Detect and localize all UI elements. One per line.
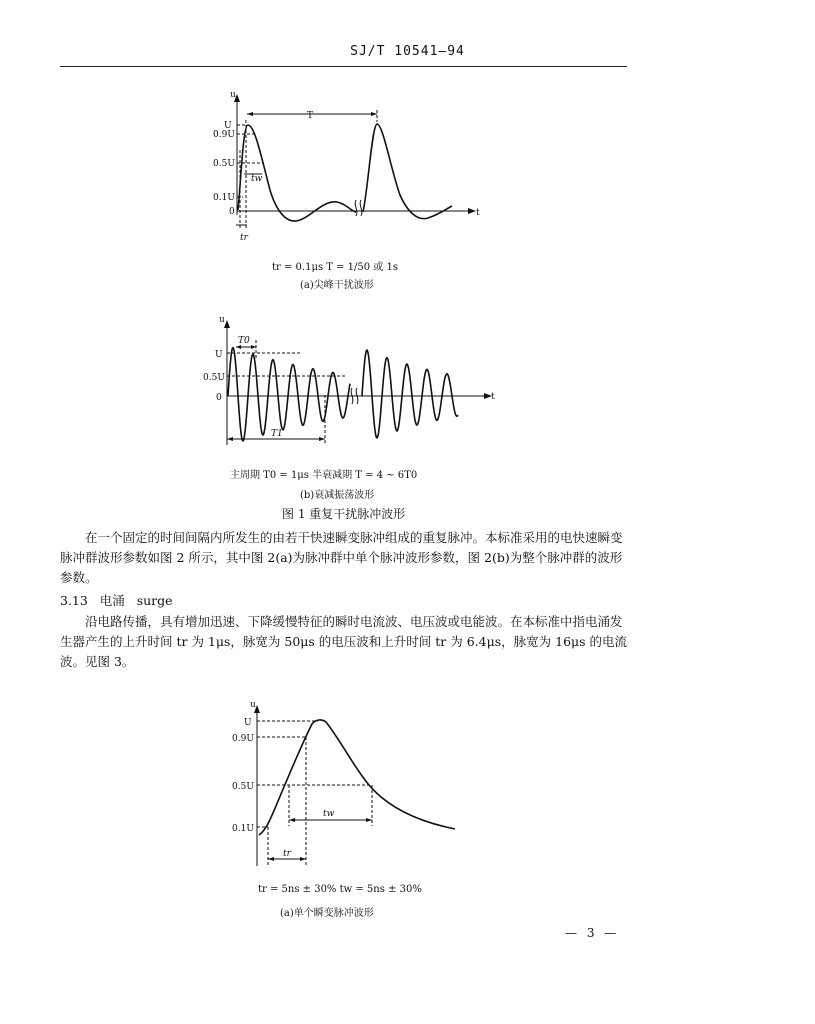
- fig1-title: 图 1 重复干扰脉冲波形: [282, 507, 406, 521]
- fig2a-caption: (a)单个瞬变脉冲波形: [280, 908, 374, 919]
- fig1b-params: 主周期 T0 = 1μs 半衰减期 T = 4 ~ 6T0: [230, 470, 418, 481]
- fig1a-break: [355, 200, 362, 216]
- fig1a-lbl-U: U: [224, 121, 232, 131]
- fig2a-lbl-tr: tr: [283, 849, 291, 859]
- fig1a-params: tr = 0.1μs T = 1/50 或 1s: [272, 262, 398, 273]
- fig1b-lbl-05U: 0.5U: [203, 373, 225, 383]
- fig1b-lbl-T0: T0: [238, 336, 250, 346]
- fig2a-tr-arrow-r: [300, 857, 306, 861]
- fig1a-caption: (a)尖峰干扰波形: [300, 280, 374, 291]
- fig2a-tw-arrow-l: [289, 818, 295, 822]
- fig1a-lbl-01U: 0.1U: [213, 193, 235, 203]
- fig1a-lbl-T: T: [307, 111, 314, 121]
- fig1b-T1-arrow-r: [319, 437, 325, 441]
- fig1a-T-arrow-r: [371, 112, 377, 116]
- paragraph-2-text: 沿电路传播，具有增加迅速、下降缓慢特征的瞬时电流波、电压波或电能波。在本标准中指电涌发生器产生的上升时间 tr 为 1μs，脉宽为 50μs 的电压波和上升时间 tr 为 6.4μs，脉宽为 16μs 的电流波。见图 3。: [60, 614, 628, 669]
- fig1a-lbl-0: 0: [229, 207, 235, 217]
- fig2a-lbl-09U: 0.9U: [232, 734, 254, 744]
- fig2a-tw-arrow-r: [366, 818, 372, 822]
- paragraph-2: [60, 612, 630, 672]
- fig1a-axis-y: u: [230, 90, 236, 100]
- fig1a-lbl-tr: tr: [240, 233, 248, 243]
- fig1b-caption: (b)衰减振荡波形: [300, 490, 375, 501]
- section-english: surge: [136, 593, 173, 608]
- page-number: — 3 —: [565, 926, 620, 940]
- fig2a-tr-arrow-l: [268, 857, 274, 861]
- section-3-13: [60, 591, 173, 609]
- fig1b-lbl-U: U: [215, 350, 223, 360]
- paragraph-1: [60, 528, 630, 588]
- figure-2a-labels: [232, 700, 335, 859]
- fig1b-lbl-0: 0: [216, 393, 222, 403]
- page-header: SJ/T 10541—94: [350, 44, 465, 59]
- fig2a-lbl-tw: tw: [323, 809, 335, 819]
- paragraph-1-text: 在一个固定的时间间隔内所发生的由若干快速瞬变脉冲组成的重复脉冲。本标准采用的电快速瞬变脉冲群波形参数如图 2 所示，其中图 2(a)为脉冲群中单个脉冲波形参数，图 2(b)为整个脉冲群的波形参数。: [60, 530, 623, 585]
- fig2a-params: tr = 5ns ± 30% tw = 5ns ± 30%: [258, 884, 422, 895]
- section-number: 3.13: [60, 593, 88, 608]
- fig1b-T1-arrow-l: [227, 437, 233, 441]
- fig1a-axis-x: t: [476, 208, 480, 218]
- fig2a-lbl-01U: 0.1U: [232, 824, 254, 834]
- fig2a-lbl-05U: 0.5U: [232, 782, 254, 792]
- fig1b-axis-x: t: [491, 392, 495, 402]
- fig1b-waveform-1: [228, 348, 350, 441]
- section-title: 电涌: [99, 593, 125, 608]
- fig1a-lbl-tw: tw: [251, 174, 263, 184]
- fig1a-lbl-09U: 0.9U: [213, 130, 235, 140]
- fig1a-x-arrow: [468, 208, 476, 214]
- fig1b-axis-y: u: [219, 315, 225, 325]
- figure-1b: [224, 320, 492, 445]
- fig1a-lbl-05U: 0.5U: [213, 159, 235, 169]
- figure-1a-labels: [213, 90, 480, 243]
- figure-2a: [254, 705, 455, 866]
- fig1b-T0-arrow-r: [251, 345, 256, 349]
- fig1b-waveform-2: [362, 350, 458, 438]
- fig1b-y-arrow: [224, 320, 230, 328]
- fig1b-lbl-T1: T1: [271, 429, 283, 439]
- fig2a-axis-y: u: [250, 700, 256, 710]
- fig2a-lbl-U: U: [244, 718, 252, 728]
- figure-1a: [234, 94, 476, 228]
- fig1a-T-arrow-l: [247, 112, 253, 116]
- fig1a-waveform-2: [363, 124, 452, 219]
